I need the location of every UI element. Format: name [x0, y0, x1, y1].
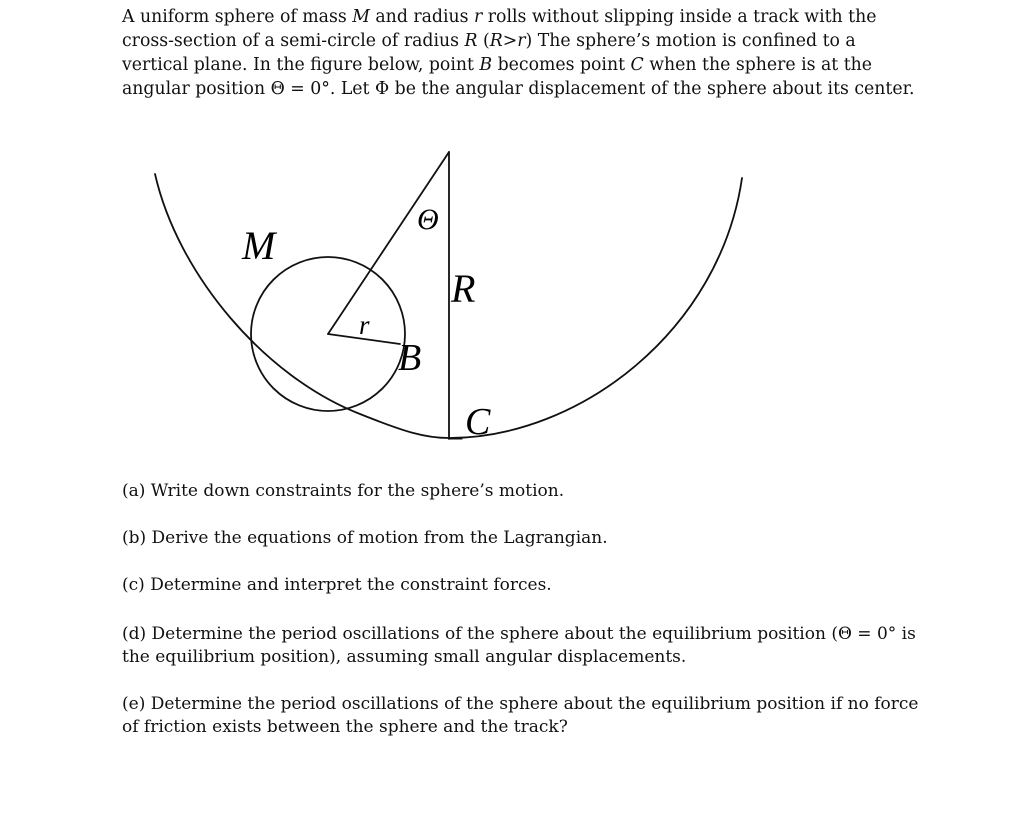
question-c: (c) Determine and interpret the constraint forces.: [122, 575, 552, 595]
label-theta: Θ: [417, 203, 439, 236]
angled-radius-line: [328, 152, 449, 334]
label-point-b: B: [398, 337, 422, 379]
intro-text-6: becomes point: [492, 55, 631, 75]
question-d: (d) Determine the period oscillations of the sphere about the equilibrium position (Θ = 0° is the equilibrium position), assuming small angular displacements.: [122, 624, 916, 667]
intro-text-1: A uniform sphere of mass: [122, 7, 353, 27]
intro-text-7: when the sphere is at the angular position Θ = 0°. Let Φ be the angular displacement of the sphere about its center.: [122, 55, 915, 99]
label-point-c: C: [465, 401, 491, 443]
intro-symbol-m: M: [352, 7, 370, 27]
question-b: (b) Derive the equations of motion from the Lagrangian.: [122, 528, 608, 548]
label-small-radius: r: [359, 310, 370, 340]
intro-text-3: rolls without slipping inside a track with the cross-section of a semi-circle of radius: [122, 7, 877, 51]
intro-symbol-big-r: R: [464, 31, 478, 51]
intro-symbol-c: C: [630, 55, 644, 75]
label-big-radius: R: [451, 266, 476, 311]
intro-symbol-b: B: [479, 55, 493, 75]
intro-text-5: ) The sphere’s motion is confined to a vertical plane. In the figure below, point: [122, 31, 856, 75]
label-mass: M: [242, 223, 276, 268]
intro-condition: R>r: [489, 31, 526, 51]
question-a: (a) Write down constraints for the sphere’s motion.: [122, 481, 565, 501]
intro-text-2: and radius: [369, 7, 475, 27]
intro-symbol-r: r: [474, 7, 483, 27]
intro-text-4: (: [477, 31, 490, 51]
question-e: (e) Determine the period oscillations of the sphere about the equilibrium position if no force of friction exists between the sphere and the track?: [122, 694, 919, 737]
